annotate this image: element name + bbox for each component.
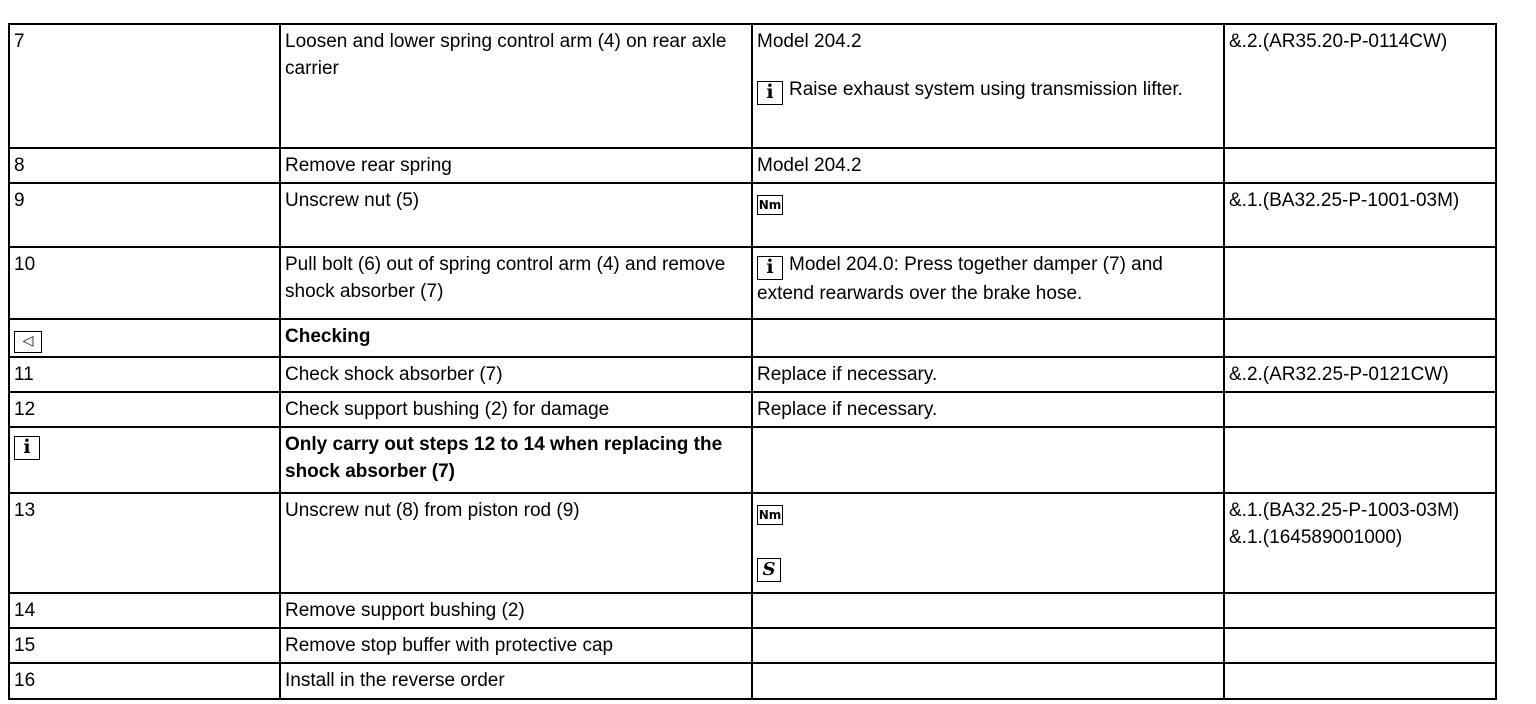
empty-cell	[1224, 319, 1496, 357]
table-row	[9, 247, 1496, 319]
step-note-info-text: Model 204.0: Press together damper (7) and extend rearwards over the brake hose.	[757, 254, 1163, 304]
info-icon: i	[14, 436, 40, 460]
table-row	[9, 663, 1496, 699]
step-reference	[1224, 247, 1496, 319]
step-note-model: Model 204.2	[757, 31, 862, 52]
step-note: Replace if necessary.	[752, 357, 1224, 392]
step-reference-link[interactable]: &.1.(BA32.25-P-1001-03M)	[1224, 183, 1496, 247]
step-reference	[1224, 392, 1496, 427]
info-icon: i	[757, 256, 783, 280]
step-reference-link[interactable]: &.2.(AR32.25-P-0121CW)	[1224, 357, 1496, 392]
step-note: Replace if necessary.	[752, 392, 1224, 427]
step-action: Unscrew nut (8) from piston rod (9)	[280, 493, 752, 593]
spacer	[757, 525, 1219, 553]
step-action: Check support bushing (2) for damage	[280, 392, 752, 427]
step-number: 9	[9, 183, 280, 247]
step-action: Remove rear spring	[280, 148, 752, 183]
step-reference	[1224, 148, 1496, 183]
section-heading: Checking	[280, 319, 752, 357]
step-action: Remove stop buffer with protective cap	[280, 628, 752, 663]
table-row	[9, 493, 1496, 593]
step-note	[752, 183, 1224, 247]
step-reference	[1224, 663, 1496, 699]
step-action: Check shock absorber (7)	[280, 357, 752, 392]
step-reference-cell	[1224, 493, 1496, 593]
step-note	[752, 247, 1224, 319]
table-row-section	[9, 319, 1496, 357]
step-note	[752, 628, 1224, 663]
table-row	[9, 148, 1496, 183]
table-row-info	[9, 427, 1496, 493]
step-note: Model 204.2	[752, 148, 1224, 183]
step-reference-link[interactable]: &.1.(BA32.25-P-1003-03M)	[1229, 500, 1460, 521]
info-heading: Only carry out steps 12 to 14 when replacing the shock absorber (7)	[280, 427, 752, 493]
step-note-info-text: Raise exhaust system using transmission lifter.	[789, 79, 1183, 100]
info-icon-cell	[9, 427, 280, 493]
step-number: 8	[9, 148, 280, 183]
step-number: 7	[9, 24, 280, 148]
step-reference-link-tool[interactable]: &.1.(164589001000)	[1229, 527, 1403, 548]
checking-triangle-icon: ◁	[14, 331, 42, 353]
step-note	[752, 593, 1224, 628]
table-row	[9, 24, 1496, 148]
step-note	[752, 24, 1224, 148]
step-action: Loosen and lower spring control arm (4) on rear axle carrier	[280, 24, 752, 148]
step-number: 14	[9, 593, 280, 628]
step-action: Remove support bushing (2)	[280, 593, 752, 628]
info-icon: i	[757, 81, 783, 105]
torque-nm-icon[interactable]: Nm	[757, 505, 783, 525]
table-row	[9, 628, 1496, 663]
step-note	[752, 663, 1224, 699]
table-row	[9, 392, 1496, 427]
step-number: 10	[9, 247, 280, 319]
section-icon-cell	[9, 319, 280, 357]
table-row	[9, 593, 1496, 628]
step-reference-link[interactable]: &.2.(AR35.20-P-0114CW)	[1224, 24, 1496, 148]
step-number: 12	[9, 392, 280, 427]
table-row	[9, 183, 1496, 247]
step-action: Install in the reverse order	[280, 663, 752, 699]
step-note-info	[757, 76, 1219, 105]
step-number: 11	[9, 357, 280, 392]
empty-cell	[1224, 427, 1496, 493]
step-note	[752, 493, 1224, 593]
step-reference	[1224, 628, 1496, 663]
empty-cell	[752, 427, 1224, 493]
torque-nm-icon[interactable]: Nm	[757, 195, 783, 215]
step-number: 13	[9, 493, 280, 593]
work-steps-table	[8, 23, 1497, 700]
step-action: Unscrew nut (5)	[280, 183, 752, 247]
spacer	[757, 55, 1219, 76]
step-reference	[1224, 593, 1496, 628]
step-action: Pull bolt (6) out of spring control arm (4) and remove shock absorber (7)	[280, 247, 752, 319]
table-row	[9, 357, 1496, 392]
empty-cell	[752, 319, 1224, 357]
step-number: 15	[9, 628, 280, 663]
special-tool-icon[interactable]: S	[757, 558, 781, 582]
step-number: 16	[9, 663, 280, 699]
